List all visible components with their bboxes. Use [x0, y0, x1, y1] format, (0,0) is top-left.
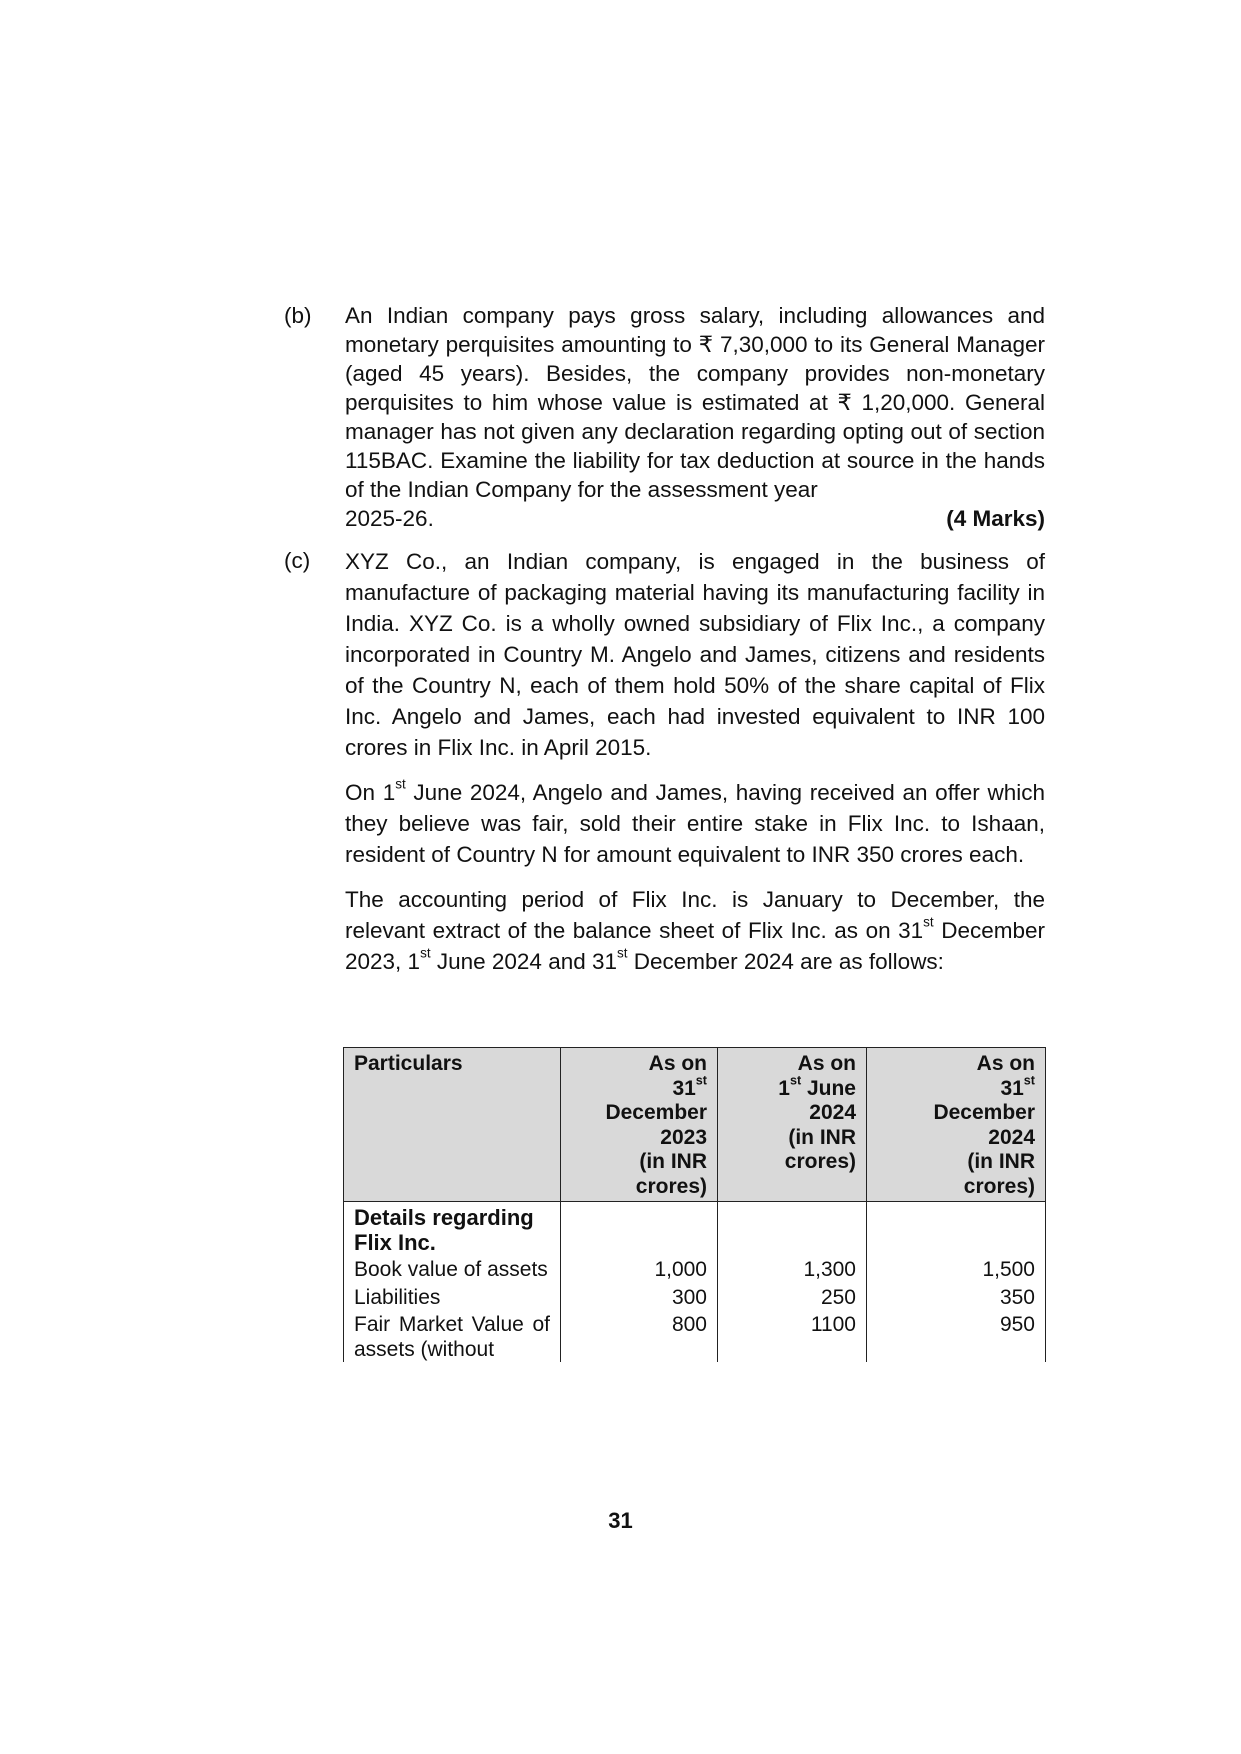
page-number: 31 — [608, 1508, 633, 1533]
row-value: 350 — [867, 1283, 1046, 1311]
table-row — [344, 1255, 1046, 1283]
question-c-para-2: On 1st June 2024, Angelo and James, having received an offer which they believe was fair, sold their entire stake in Flix Inc. to Ishaan, resident of Country N for amount equivalent to INR 350 crores each. — [345, 776, 1045, 867]
header-dec-2024: As on 31st December 2024 (in INR crores) — [867, 1048, 1046, 1202]
question-b-label: (b) — [284, 303, 312, 328]
section-label: Details regarding Flix Inc. — [344, 1202, 561, 1256]
question-c-para-3: The accounting period of Flix Inc. is January to December, the relevant extract of the balance sheet of Flix Inc. as on 31st December 2023, 1st June 2024 and 31st December 2024 are as follows: — [345, 887, 1045, 974]
row-value: 1,000 — [561, 1255, 718, 1283]
row-label: Liabilities — [344, 1283, 561, 1311]
table-header-row — [344, 1048, 1046, 1202]
table-row — [344, 1310, 1046, 1362]
row-label: Book value of assets — [344, 1255, 561, 1283]
row-value: 300 — [561, 1283, 718, 1311]
balance-sheet-table — [343, 1047, 1046, 1362]
question-b-marks-row — [345, 504, 1045, 533]
table-row — [344, 1283, 1046, 1311]
question-c-para-1: XYZ Co., an Indian company, is engaged in the business of manufacture of packaging material having its manufacturing facility in India. XYZ Co. is a wholly owned subsidiary of Flix Inc., a company incorporated in Country M. Angelo and James, citizens and residents of the Country N, each of them hold 50% of the share capital of Flix Inc. Angelo and James, each had invested equivalent to INR 100 crores in Flix Inc. in April 2015. — [345, 549, 1045, 760]
question-b-last-line: 2025-26. — [345, 506, 434, 531]
question-b-body — [345, 301, 1045, 533]
question-c-body — [345, 546, 1045, 977]
header-particulars: Particulars — [344, 1048, 561, 1202]
question-b-marks: (4 Marks) — [946, 506, 1045, 531]
row-value: 250 — [718, 1283, 867, 1311]
question-c-label: (c) — [284, 548, 311, 573]
row-value: 1,500 — [867, 1255, 1046, 1283]
row-value: 800 — [561, 1310, 718, 1362]
header-dec-2023: As on 31st December 2023 (in INR crores) — [561, 1048, 718, 1202]
row-value: 1100 — [718, 1310, 867, 1362]
row-value: 950 — [867, 1310, 1046, 1362]
question-b-text: An Indian company pays gross salary, including allowances and monetary perquisites amounting to ₹ 7,30,000 to its General Manager (aged 45 years). Besides, the company provides non-monetary perquisites to him whose value is estimated at ₹ 1,20,000. General manager has not given any declaration regarding opting out of section 115BAC. Examine the liability for tax deduction at source in the hands of the Indian Company for the assessment year — [345, 303, 1045, 502]
row-value: 1,300 — [718, 1255, 867, 1283]
table-section-row — [344, 1202, 1046, 1256]
header-jun-2024: As on 1st June 2024 (in INR crores) — [718, 1048, 867, 1202]
row-label: Fair Market Value of assets (without — [344, 1310, 561, 1362]
